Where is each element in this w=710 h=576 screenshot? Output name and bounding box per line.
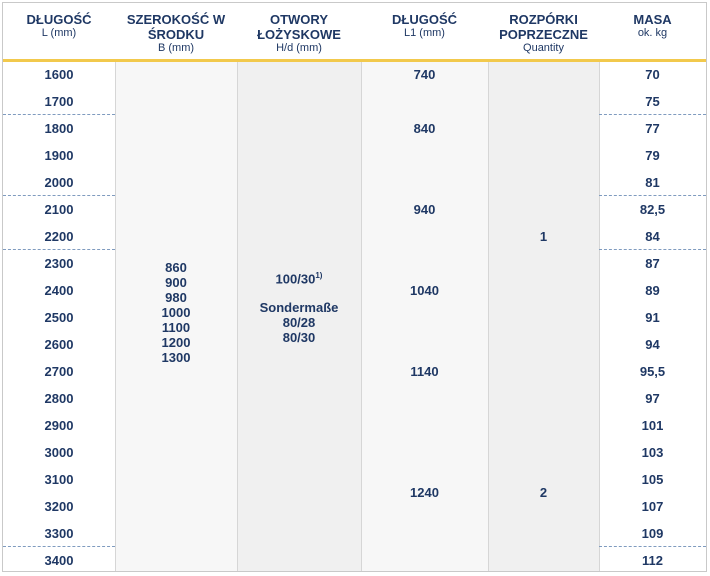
mass-value: 91 bbox=[645, 310, 660, 325]
mass-value: 75 bbox=[645, 94, 660, 109]
width-value: 860 bbox=[165, 260, 187, 275]
mass-value: 81 bbox=[645, 175, 660, 190]
header-mass bbox=[599, 3, 706, 59]
length-value: 2900 bbox=[44, 418, 74, 433]
mass-value: 109 bbox=[641, 526, 664, 541]
product-table bbox=[2, 2, 707, 572]
group-separator bbox=[3, 249, 115, 250]
length-value: 2000 bbox=[44, 175, 74, 190]
header-title: DŁUGOŚĆ bbox=[26, 12, 92, 27]
bearing-values bbox=[237, 268, 361, 345]
mass-value: 105 bbox=[641, 472, 664, 487]
length-value: 3000 bbox=[44, 445, 74, 460]
group-separator bbox=[3, 114, 115, 115]
quantity-value: 2 bbox=[539, 485, 548, 500]
table-grid bbox=[2, 2, 707, 572]
mass-value: 103 bbox=[641, 445, 664, 460]
mass-value: 79 bbox=[645, 148, 660, 163]
length-value: 1900 bbox=[44, 148, 74, 163]
bearing-main bbox=[276, 268, 323, 286]
length-value: 2500 bbox=[44, 310, 74, 325]
mass-value: 89 bbox=[645, 283, 660, 298]
header-subtitle: H/d (mm) bbox=[276, 42, 322, 54]
length-value: 1600 bbox=[44, 67, 74, 82]
mass-value: 70 bbox=[645, 67, 660, 82]
length-value: 2700 bbox=[44, 364, 74, 379]
mass-value: 82,5 bbox=[639, 202, 666, 217]
length-value: 2800 bbox=[44, 391, 74, 406]
length-value: 2300 bbox=[44, 256, 74, 271]
group-separator bbox=[3, 546, 115, 547]
width-values bbox=[115, 260, 237, 365]
width-value: 900 bbox=[165, 275, 187, 290]
mass-value: 101 bbox=[641, 418, 664, 433]
length-value: 1800 bbox=[44, 121, 74, 136]
mass-value: 95,5 bbox=[639, 364, 666, 379]
header-bearing bbox=[237, 3, 361, 59]
special-size: 80/28 bbox=[282, 315, 316, 331]
special-size: 80/30 bbox=[282, 330, 316, 346]
mass-value: 107 bbox=[641, 499, 664, 514]
mass-value: 97 bbox=[645, 391, 660, 406]
header-title: MASA bbox=[633, 12, 672, 27]
length-value: 3400 bbox=[44, 553, 74, 568]
group-separator bbox=[599, 546, 706, 547]
length-value: 2200 bbox=[44, 229, 74, 244]
header-title: OTWORY ŁOŻYSKOWE bbox=[257, 12, 341, 42]
footnote-marker: 1) bbox=[315, 271, 323, 280]
length-value: 2100 bbox=[44, 202, 74, 217]
l1-value: 740 bbox=[413, 67, 436, 82]
l1-value: 840 bbox=[413, 121, 436, 136]
width-value: 1100 bbox=[161, 320, 191, 335]
group-separator bbox=[599, 249, 706, 250]
l1-value: 940 bbox=[413, 202, 436, 217]
table-header bbox=[3, 3, 706, 59]
header-subtitle: L (mm) bbox=[41, 27, 77, 39]
group-separator bbox=[599, 114, 706, 115]
special-sizes-label: Sondermaße bbox=[259, 300, 339, 316]
header-length bbox=[3, 3, 115, 59]
header-underline bbox=[3, 59, 706, 62]
width-value: 1200 bbox=[161, 335, 191, 350]
l1-value: 1240 bbox=[410, 485, 439, 500]
header-width bbox=[115, 3, 237, 59]
header-subtitle: Quantity bbox=[523, 42, 564, 54]
l1-value: 1040 bbox=[410, 283, 439, 298]
header-subtitle: L1 (mm) bbox=[404, 27, 445, 39]
mass-value: 84 bbox=[645, 229, 660, 244]
length-value: 3200 bbox=[44, 499, 74, 514]
mass-value: 94 bbox=[645, 337, 660, 352]
length-value: 3100 bbox=[44, 472, 74, 487]
header-title: SZEROKOŚĆ W ŚRODKU bbox=[126, 12, 226, 42]
width-value: 980 bbox=[165, 290, 187, 305]
width-value: 1000 bbox=[161, 305, 191, 320]
length-value: 2600 bbox=[44, 337, 74, 352]
header-title: DŁUGOŚĆ bbox=[392, 12, 457, 27]
l1-value: 1140 bbox=[410, 364, 439, 379]
bearing-main-value: 100/30 bbox=[275, 271, 316, 287]
width-value: 1300 bbox=[161, 350, 191, 365]
header-subtitle: B (mm) bbox=[157, 42, 195, 54]
length-value: 3300 bbox=[44, 526, 74, 541]
length-value: 2400 bbox=[44, 283, 74, 298]
length-value: 1700 bbox=[44, 94, 74, 109]
group-separator bbox=[3, 195, 115, 196]
header-title: ROZPÓRKI POPRZECZNE bbox=[499, 12, 588, 42]
quantity-value: 1 bbox=[539, 229, 548, 244]
header-quantity bbox=[488, 3, 599, 59]
group-separator bbox=[599, 195, 706, 196]
mass-value: 87 bbox=[645, 256, 660, 271]
header-l1 bbox=[361, 3, 488, 59]
mass-value: 77 bbox=[645, 121, 660, 136]
header-subtitle: ok. kg bbox=[637, 27, 668, 39]
mass-value: 112 bbox=[642, 553, 663, 568]
